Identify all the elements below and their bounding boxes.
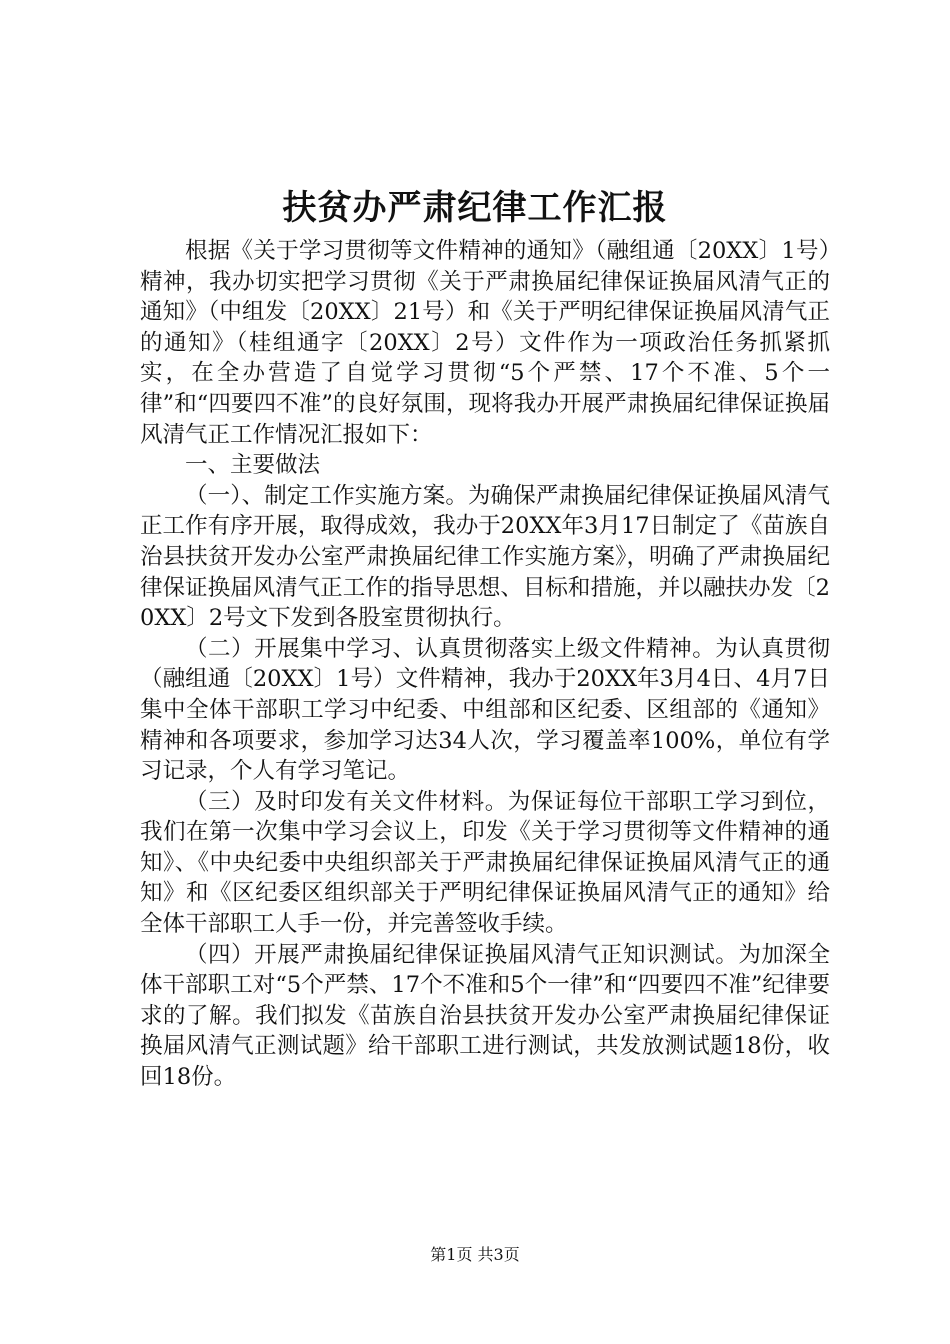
paragraph-2: （二）开展集中学习、认真贯彻落实上级文件精神。为认真贯彻（融组通〔20XX〕1号）文件精神，我办于20XX年3月4日、4月7日集中全体干部职工学习中纪委、中组部和区纪委、区组部的《通知》精神和各项要求，参加学习达34人次，学习覆盖率100%，单位有学习记录，个人有学习笔记。 bbox=[140, 635, 830, 785]
paragraph-4: （四）开展严肃换届纪律保证换届风清气正知识测试。为加深全体干部职工对“5个严禁、17个不准和5个一律”和“四要四不准”纪律要求的了解。我们拟发《苗族自治县扶贫开发办公室严肃换届纪律保证换届风清气正测试题》给干部职工进行测试，共发放测试题18份，收回18份。 bbox=[140, 941, 830, 1091]
paragraph-3: （三）及时印发有关文件材料。为保证每位干部职工学习到位，我们在第一次集中学习会议上，印发《关于学习贯彻等文件精神的通知》、《中央纪委中央组织部关于严肃换届纪律保证换届风清气正的通知》和《区纪委区组织部关于严明纪律保证换届风清气正的通知》给全体干部职工人手一份，并完善签收手续。 bbox=[140, 788, 830, 938]
document-title: 扶贫办严肃纪律工作汇报 bbox=[282, 188, 668, 228]
document-body bbox=[140, 236, 830, 1093]
intro-paragraph: 根据《关于学习贯彻等文件精神的通知》（融组通〔20XX〕1号）精神，我办切实把学习贯彻《关于严肃换届纪律保证换届风清气正的通知》（中组发〔20XX〕21号）和《关于严明纪律保证换届风清气正的通知》（桂组通字〔20XX〕2号）文件作为一项政治任务抓紧抓实，在全办营造了自觉学习贯彻“5个严禁、17个不准、5个一律”和“四要四不准”的良好氛围，现将我办开展严肃换届纪律保证换届风清气正工作情况汇报如下： bbox=[140, 238, 830, 448]
page-footer: 第1页 共3页 bbox=[430, 1245, 520, 1264]
paragraph-1: （一）、制定工作实施方案。为确保严肃换届纪律保证换届风清气正工作有序开展，取得成效，我办于20XX年3月17日制定了《苗族自治县扶贫开发办公室严肃换届纪律工作实施方案》，明确了严肃换届纪律保证换届风清气正工作的指导思想、目标和措施，并以融扶办发〔20XX〕2号文下发到各股室贯彻执行。 bbox=[140, 482, 830, 632]
section-heading: 一、主要做法 bbox=[185, 452, 321, 479]
